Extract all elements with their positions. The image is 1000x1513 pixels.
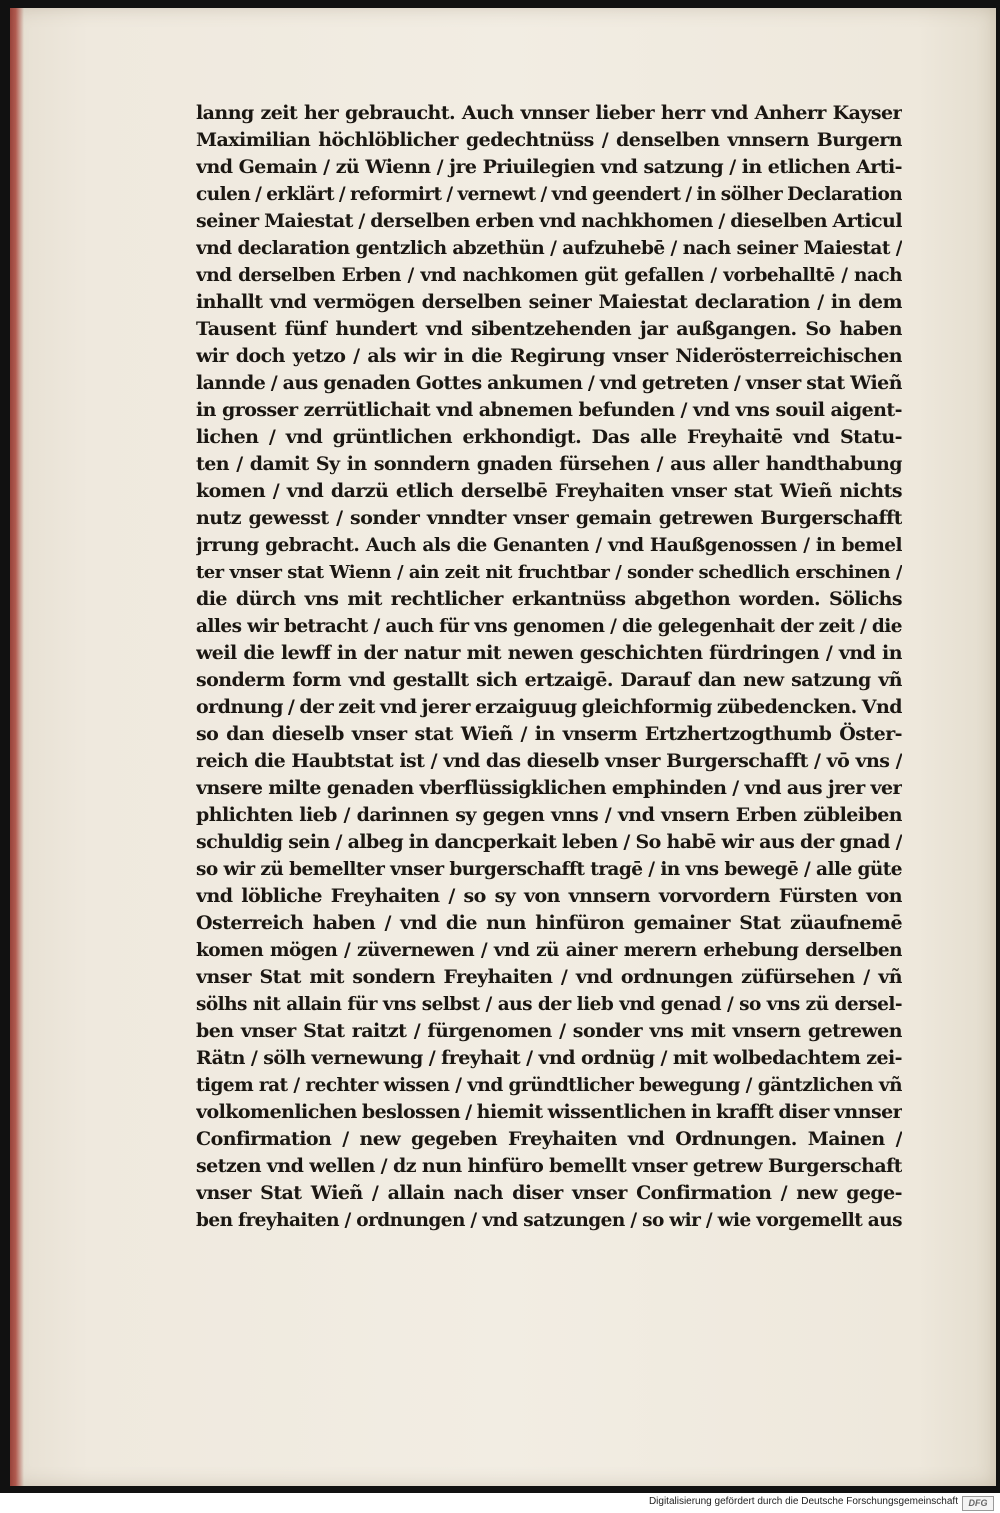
text-line: volkomenlichen beslossen / hiemit wissentlichen in krafft diser vnnser bbox=[196, 1101, 902, 1123]
text-line: schuldig sein / albeg in dancperkait leben / So habē wir aus der gnad / bbox=[196, 831, 902, 853]
text-line: Confirmation / new gegeben Freyhaiten vnd Ordnungen. Mainen / bbox=[196, 1128, 902, 1150]
page-edge-left bbox=[10, 8, 24, 1486]
text-line: vnd löbliche Freyhaiten / so sy von vnnsern vorvordern Fürsten von bbox=[196, 885, 902, 907]
text-line: ordnung / der zeit vnd jerer erzaiguug gleichformig zübedencken. Vnd bbox=[196, 696, 902, 718]
text-line: ten / damit Sy in sonndern gnaden fürsehen / aus aller handthabung bbox=[196, 453, 902, 475]
text-line: weil die lewff in der natur mit newen geschichten fürdringen / vnd in bbox=[196, 642, 902, 664]
text-line: in grosser zerrütlichait vnd abnemen befunden / vnd vns souil aigent- bbox=[196, 399, 902, 421]
text-line: Maximilian höchlöblicher gedechtnüss / denselben vnnsern Burgern bbox=[196, 129, 902, 151]
text-line: nutz gewesst / sonder vnndter vnser gemain getrewen Burgerschafft bbox=[196, 507, 902, 529]
text-line: tigem rat / rechter wissen / vnd gründtlicher bewegung / gäntzlichen vñ bbox=[196, 1075, 902, 1096]
text-line: Rätn / sölh vernewung / freyhait / vnd ordnüg / mit wolbedachtem zei- bbox=[196, 1047, 902, 1069]
text-line: sonderm form vnd gestallt sich ertzaigē. Darauf dan new satzung vñ bbox=[196, 669, 902, 691]
text-line: vnd declaration gentzlich abzethün / aufzuhebē / nach seiner Maiestat / bbox=[196, 238, 902, 259]
text-line: ben freyhaiten / ordnungen / vnd satzungen / so wir / wie vorgemellt aus bbox=[196, 1210, 902, 1231]
text-line: die dürch vns mit rechtlicher erkantnüss abgethon worden. Sölichs bbox=[196, 588, 902, 610]
text-line: lannde / aus genaden Gottes ankumen / vnd getreten / vnser stat Wieñ bbox=[196, 372, 902, 394]
text-line: inhallt vnd vermögen derselben seiner Maiestat declaration / in dem bbox=[196, 291, 902, 313]
footer-bar bbox=[0, 1493, 1000, 1513]
text-line: lanng zeit her gebraucht. Auch vnnser lieber herr vnd Anherr Kayser bbox=[196, 102, 902, 124]
text-line: so dan dieselb vnser stat Wieñ / in vnserm Ertzhertzogthumb Öster- bbox=[196, 723, 902, 745]
text-line: vnser Stat mit sondern Freyhaiten / vnd ordnungen züfürsehen / vñ bbox=[196, 966, 902, 988]
footer-credit: Digitalisierung gefördert durch die Deutsche Forschungsgemeinschaft bbox=[648, 1496, 958, 1507]
text-line: setzen vnd wellen / dz nun hinfüro bemellt vnser getrew Burgerschaft bbox=[196, 1155, 902, 1177]
text-line: jrrung gebracht. Auch als die Genanten / vnd Haußgenossen / in bemel bbox=[196, 535, 902, 556]
text-line: vnd derselben Erben / vnd nachkomen güt gefallen / vorbehalltē / nach bbox=[196, 265, 902, 286]
text-line: komen mögen / züvernewen / vnd zü ainer merern erhebung derselben bbox=[196, 940, 902, 961]
text-line: alles wir betracht / auch für vns genomen / die gelegenhait der zeit / die bbox=[196, 616, 902, 637]
text-line: phlichten lieb / darinnen sy gegen vnns / vnd vnsern Erben zübleiben bbox=[196, 804, 902, 826]
book-page bbox=[10, 8, 996, 1486]
text-line: Tausent fünf hundert vnd sibentzehenden jar außgangen. So haben bbox=[196, 318, 902, 340]
text-line: komen / vnd darzü etlich derselbē Freyhaiten vnser stat Wieñ nichts bbox=[196, 480, 902, 502]
text-line: so wir zü bemellter vnser burgerschafft tragē / in vns bewegē / alle güte bbox=[196, 859, 902, 880]
text-line: wir doch yetzo / als wir in die Regirung vnser Niderösterreichischen bbox=[196, 345, 902, 367]
text-line: seiner Maiestat / derselben erben vnd nachkhomen / dieselben Articul bbox=[196, 210, 902, 232]
text-line: reich die Haubtstat ist / vnd das dieselb vnser Burgerschafft / vō vns / bbox=[196, 750, 902, 772]
text-line: ben vnser Stat raitzt / fürgenomen / sonder vns mit vnsern getrewen bbox=[196, 1020, 902, 1042]
text-line: lichen / vnd grüntlichen erkhondigt. Das alle Freyhaitē vnd Statu- bbox=[196, 426, 902, 448]
text-line: Osterreich haben / vnd die nun hinfüron gemainer Stat züaufnemē bbox=[196, 912, 902, 934]
text-line: vnsere milte genaden vberflüssigklichen emphinden / vnd aus jrer ver bbox=[196, 777, 902, 799]
dfg-logo: DFG bbox=[962, 1496, 994, 1511]
text-line: culen / erklärt / reformirt / vernewt / vnd geendert / in sölher Declaration bbox=[196, 184, 902, 205]
text-line: vnser Stat Wieñ / allain nach diser vnser Confirmation / new gege- bbox=[196, 1182, 902, 1204]
text-line: sölhs nit allain für vns selbst / aus der lieb vnd genad / so vns zü dersel- bbox=[196, 994, 902, 1015]
text-line: vnd Gemain / zü Wienn / jre Priuilegien vnd satzung / in etlichen Arti- bbox=[196, 156, 902, 178]
text-line: ter vnser stat Wienn / ain zeit nit fruchtbar / sonder schedlich erschinen / bbox=[196, 562, 902, 583]
text-block bbox=[196, 100, 902, 1290]
